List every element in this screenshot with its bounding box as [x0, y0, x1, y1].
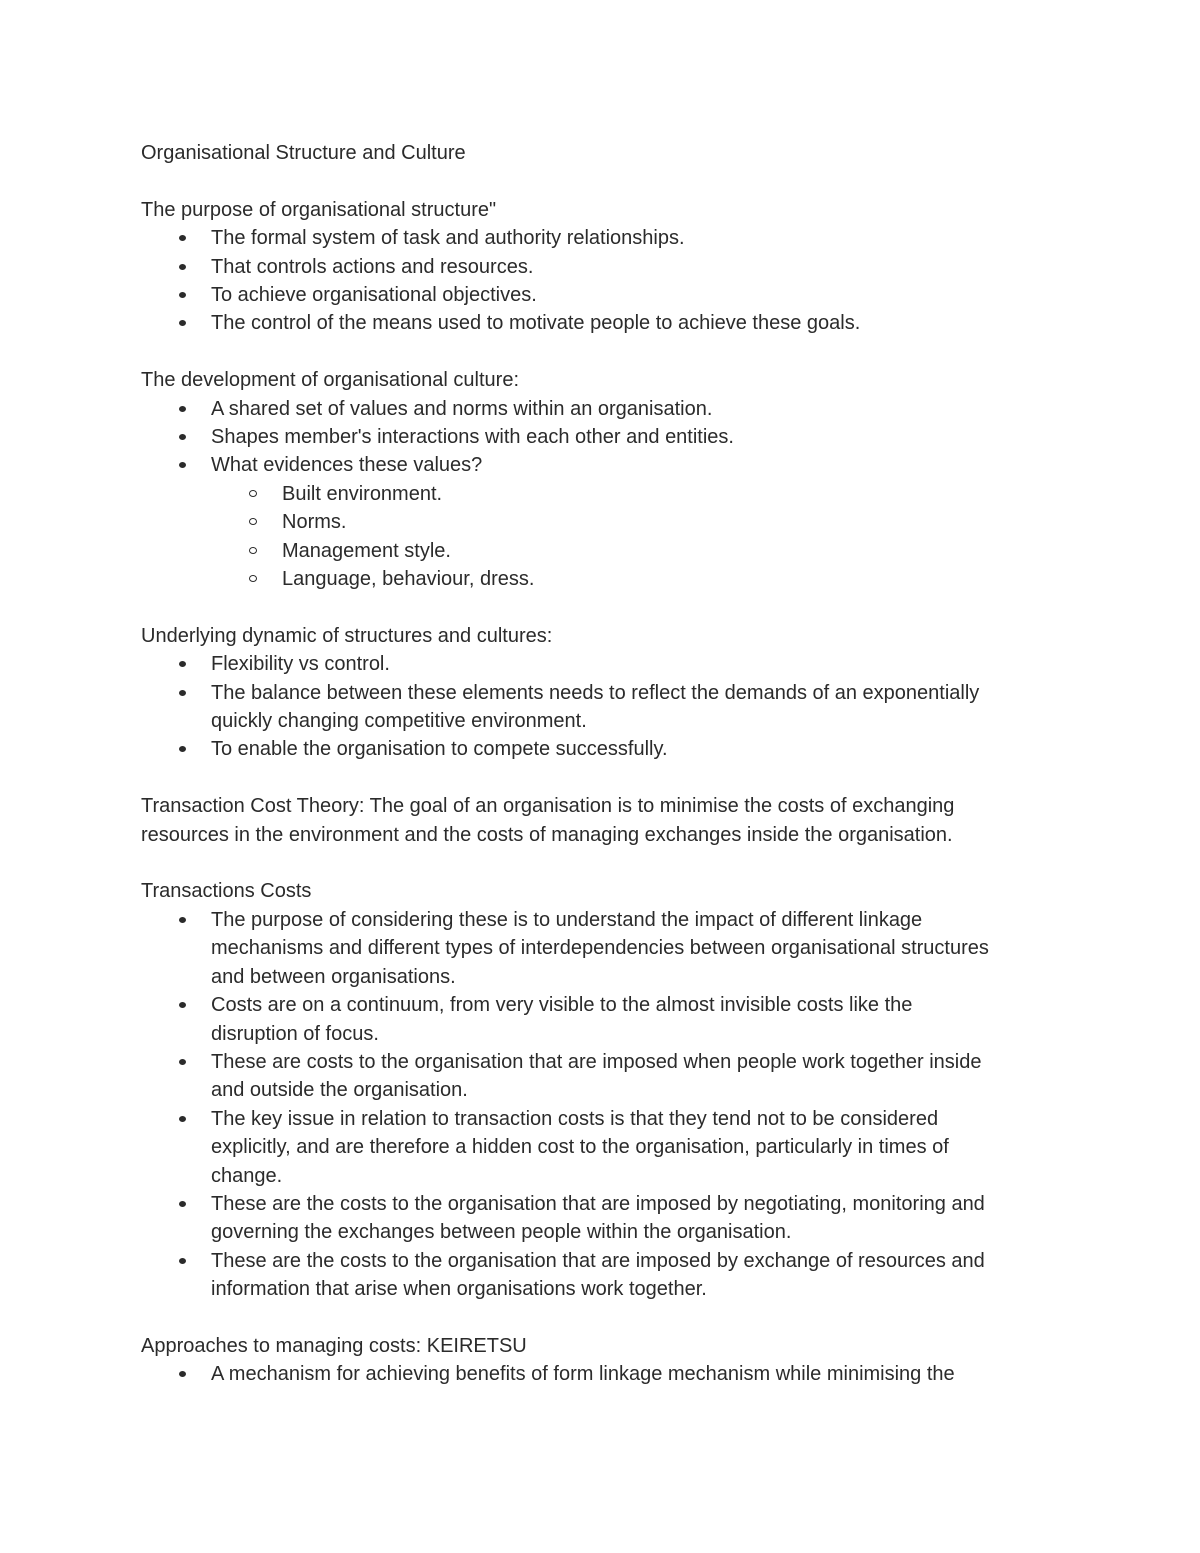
list-item: Flexibility vs control.: [141, 650, 1061, 678]
bullet-icon: [179, 292, 186, 298]
list-item: These are costs to the organisation that are imposed when people work together inside and outside the organisation.: [141, 1048, 1061, 1105]
section-heading: Approaches to managing costs: KEIRETSU: [141, 1334, 527, 1357]
bullet-list: [141, 224, 1061, 338]
list-item: To achieve organisational objectives.: [141, 281, 1061, 309]
list-item: The control of the means used to motivate people to achieve these goals.: [141, 309, 1061, 337]
sub-list-item: Management style.: [211, 537, 1061, 565]
hollow-bullet-icon: [249, 490, 257, 497]
bullet-icon: [179, 1201, 186, 1207]
section-heading: Transactions Costs: [141, 880, 312, 903]
sub-bullet-list: [211, 480, 1061, 594]
bullet-list: [141, 395, 1061, 594]
bullet-icon: [179, 462, 186, 468]
list-item: Costs are on a continuum, from very visible to the almost invisible costs like the disruption of focus.: [141, 991, 1061, 1048]
bullet-icon: [179, 1116, 186, 1122]
list-item: To enable the organisation to compete successfully.: [141, 735, 1061, 763]
section-heading: The purpose of organisational structure": [141, 198, 497, 221]
list-item: The purpose of considering these is to understand the impact of different linkage mechanisms and different types of interdependencies between organisational structures and between organisations.: [141, 906, 1061, 991]
bullet-icon: [179, 661, 186, 667]
bullet-icon: [179, 1059, 186, 1065]
sub-list-item: Language, behaviour, dress.: [211, 565, 1061, 593]
hollow-bullet-icon: [249, 575, 257, 582]
list-item: The formal system of task and authority relationships.: [141, 224, 1061, 252]
list-item: These are the costs to the organisation that are imposed by negotiating, monitoring and governing the exchanges between people within the organisation.: [141, 1190, 1061, 1247]
transaction-cost-theory-paragraph: Transaction Cost Theory: The goal of an organisation is to minimise the costs of exchanging resources in the environment and the costs of managing exchanges inside the organisation.: [141, 795, 955, 846]
hollow-bullet-icon: [249, 518, 257, 525]
list-item: A shared set of values and norms within an organisation.: [141, 395, 1061, 423]
list-item: These are the costs to the organisation that are imposed by exchange of resources and information that arise when organisations work together.: [141, 1247, 1061, 1304]
list-item: Shapes member's interactions with each other and entities.: [141, 423, 1061, 451]
list-item: What evidences these values? Built environment. Norms. Management style. Language, behaviour, dress.: [141, 451, 1061, 593]
bullet-icon: [179, 434, 186, 440]
bullet-list: [141, 1360, 1061, 1388]
bullet-icon: [179, 235, 186, 241]
bullet-icon: [179, 320, 186, 326]
bullet-icon: [179, 1258, 186, 1264]
bullet-icon: [179, 264, 186, 270]
section-heading: Underlying dynamic of structures and cultures:: [141, 624, 553, 647]
bullet-icon: [179, 1002, 186, 1008]
list-item: A mechanism for achieving benefits of form linkage mechanism while minimising the: [141, 1360, 1061, 1388]
list-item: That controls actions and resources.: [141, 253, 1061, 281]
document-page: [141, 139, 1061, 1389]
bullet-icon: [179, 406, 186, 412]
hollow-bullet-icon: [249, 547, 257, 554]
section-heading: The development of organisational culture:: [141, 369, 520, 392]
sub-list-item: Built environment.: [211, 480, 1061, 508]
bullet-list: [141, 906, 1061, 1304]
bullet-icon: [179, 690, 186, 696]
list-item: The key issue in relation to transaction costs is that they tend not to be considered explicitly, and are therefore a hidden cost to the organisation, particularly in times of change.: [141, 1105, 1061, 1190]
document-title: Organisational Structure and Culture: [141, 142, 466, 164]
bullet-list: [141, 650, 1061, 764]
bullet-icon: [179, 917, 186, 923]
bullet-icon: [179, 1371, 186, 1377]
list-item: The balance between these elements needs to reflect the demands of an exponentially quickly changing competitive environment.: [141, 679, 1061, 736]
sub-list-item: Norms.: [211, 508, 1061, 536]
bullet-icon: [179, 746, 186, 752]
